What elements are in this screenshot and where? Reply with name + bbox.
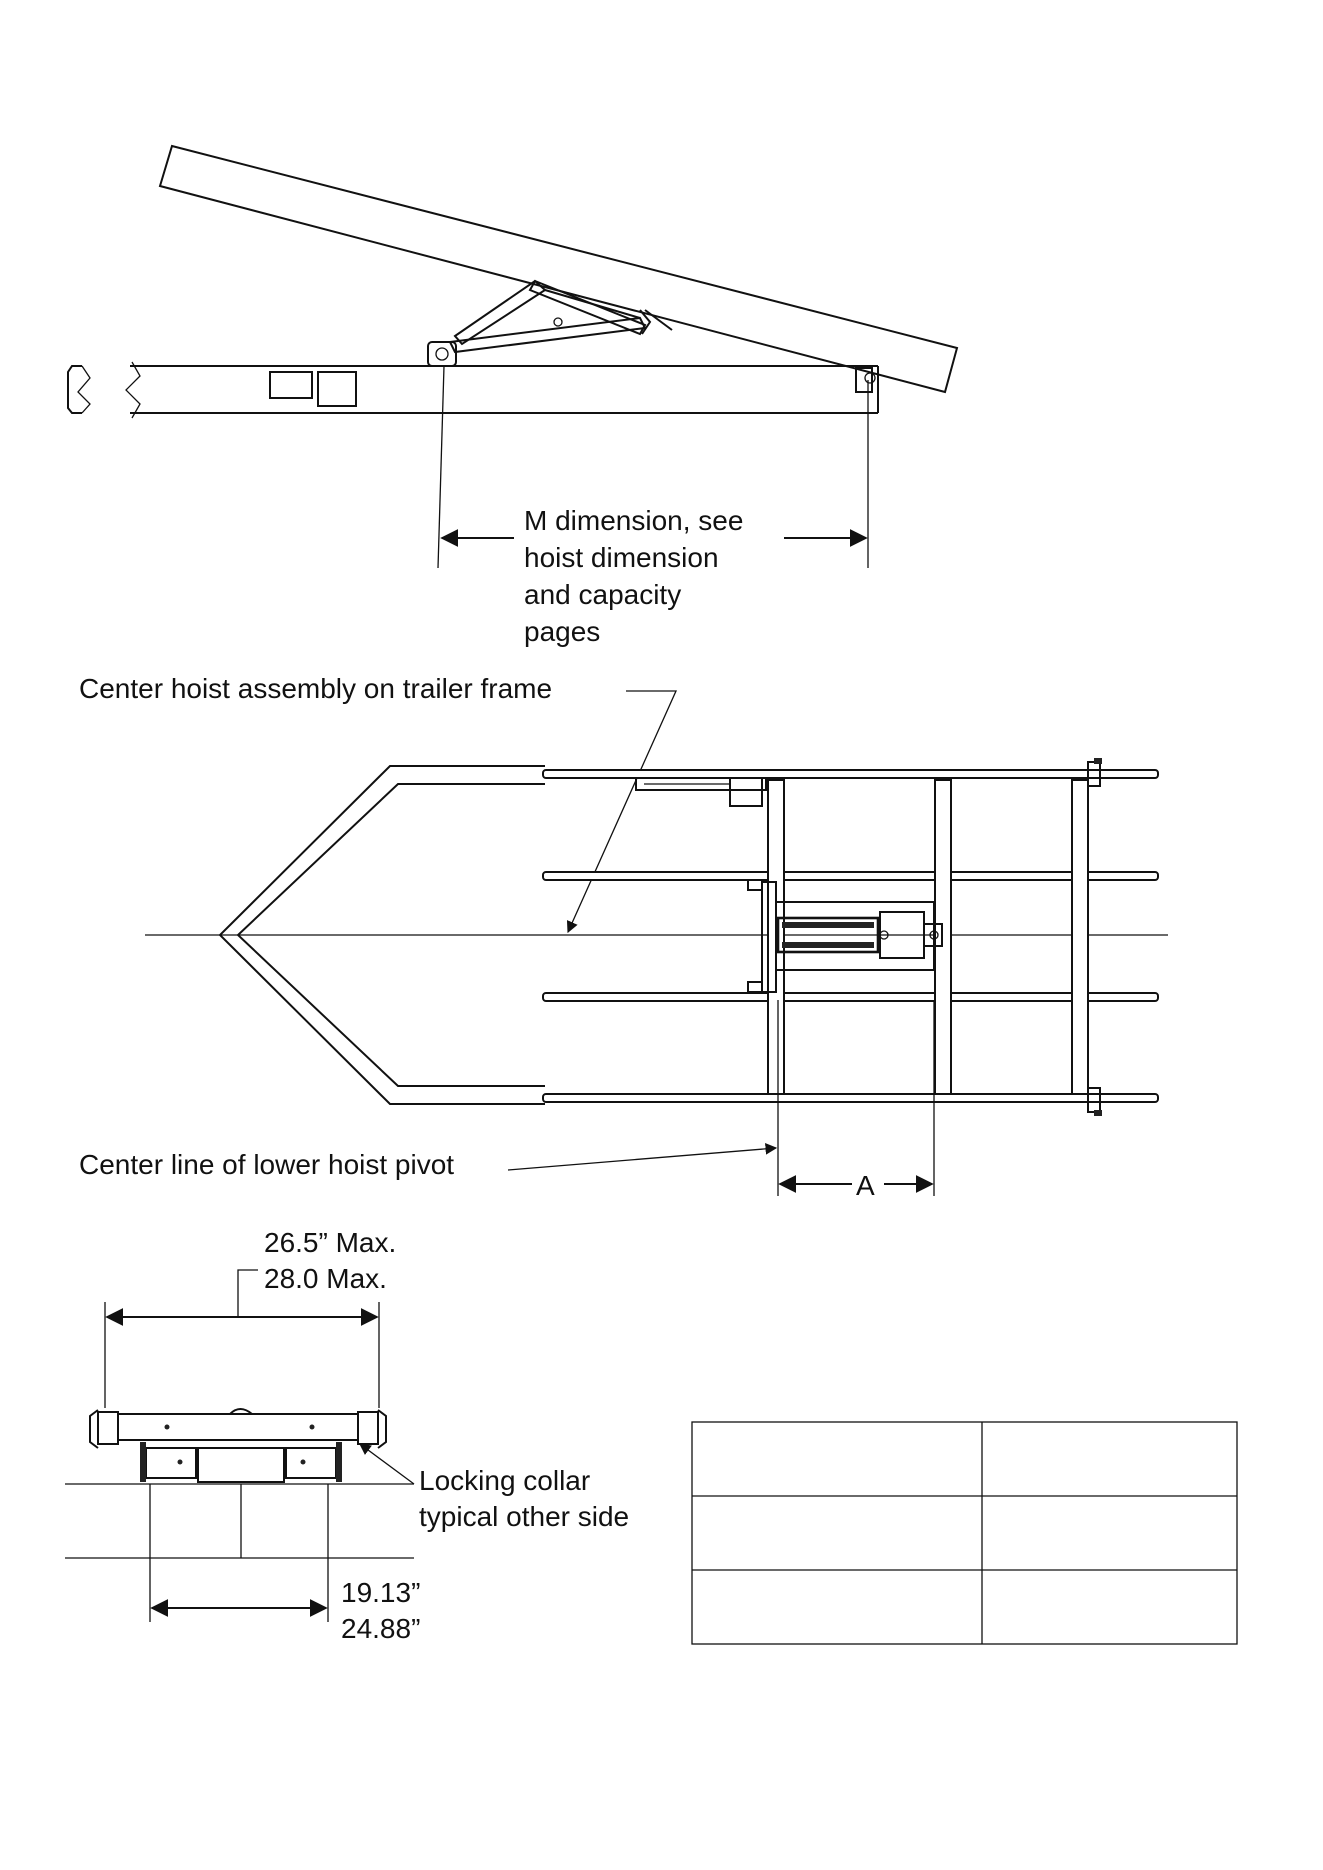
side-box-1 (270, 372, 312, 398)
width-max-label-1: 26.5” Max. (264, 1227, 397, 1258)
end-view (65, 1227, 629, 1644)
break-line-right (126, 362, 140, 418)
center-line-label: Center line of lower hoist pivot (79, 1149, 455, 1180)
frame-rail-4 (543, 1094, 1158, 1102)
frame-rail-1 (543, 770, 1158, 778)
m-dimension-line-4: pages (524, 616, 601, 647)
side-box-2 (318, 372, 356, 406)
frame-rail-3 (543, 993, 1158, 1001)
locking-collar-line-1: Locking collar (419, 1465, 591, 1496)
m-dimension-line-1: M dimension, see (524, 505, 744, 536)
center-hoist-label: Center hoist assembly on trailer frame (79, 673, 553, 704)
frame-rail-2 (543, 872, 1158, 880)
m-dimension-line-3: and capacity (524, 579, 682, 610)
hoist-scissor (428, 281, 672, 366)
cross-member-3 (1072, 780, 1088, 1094)
rail-spacing-label-2: 24.88” (341, 1613, 421, 1644)
width-max-label-2: 28.0 Max. (264, 1263, 387, 1294)
dimension-a-label: A (856, 1170, 875, 1201)
top-view (79, 673, 1168, 1201)
locking-collar-line-2: typical other side (419, 1501, 630, 1532)
blank-table (692, 1422, 1237, 1644)
hoist-end-assembly (90, 1409, 386, 1482)
break-line-left (78, 366, 90, 413)
m-dimension-line-2: hoist dimension (524, 542, 719, 573)
dump-body (160, 146, 957, 392)
rail-spacing-label-1: 19.13” (341, 1577, 421, 1608)
side-view (68, 146, 957, 647)
